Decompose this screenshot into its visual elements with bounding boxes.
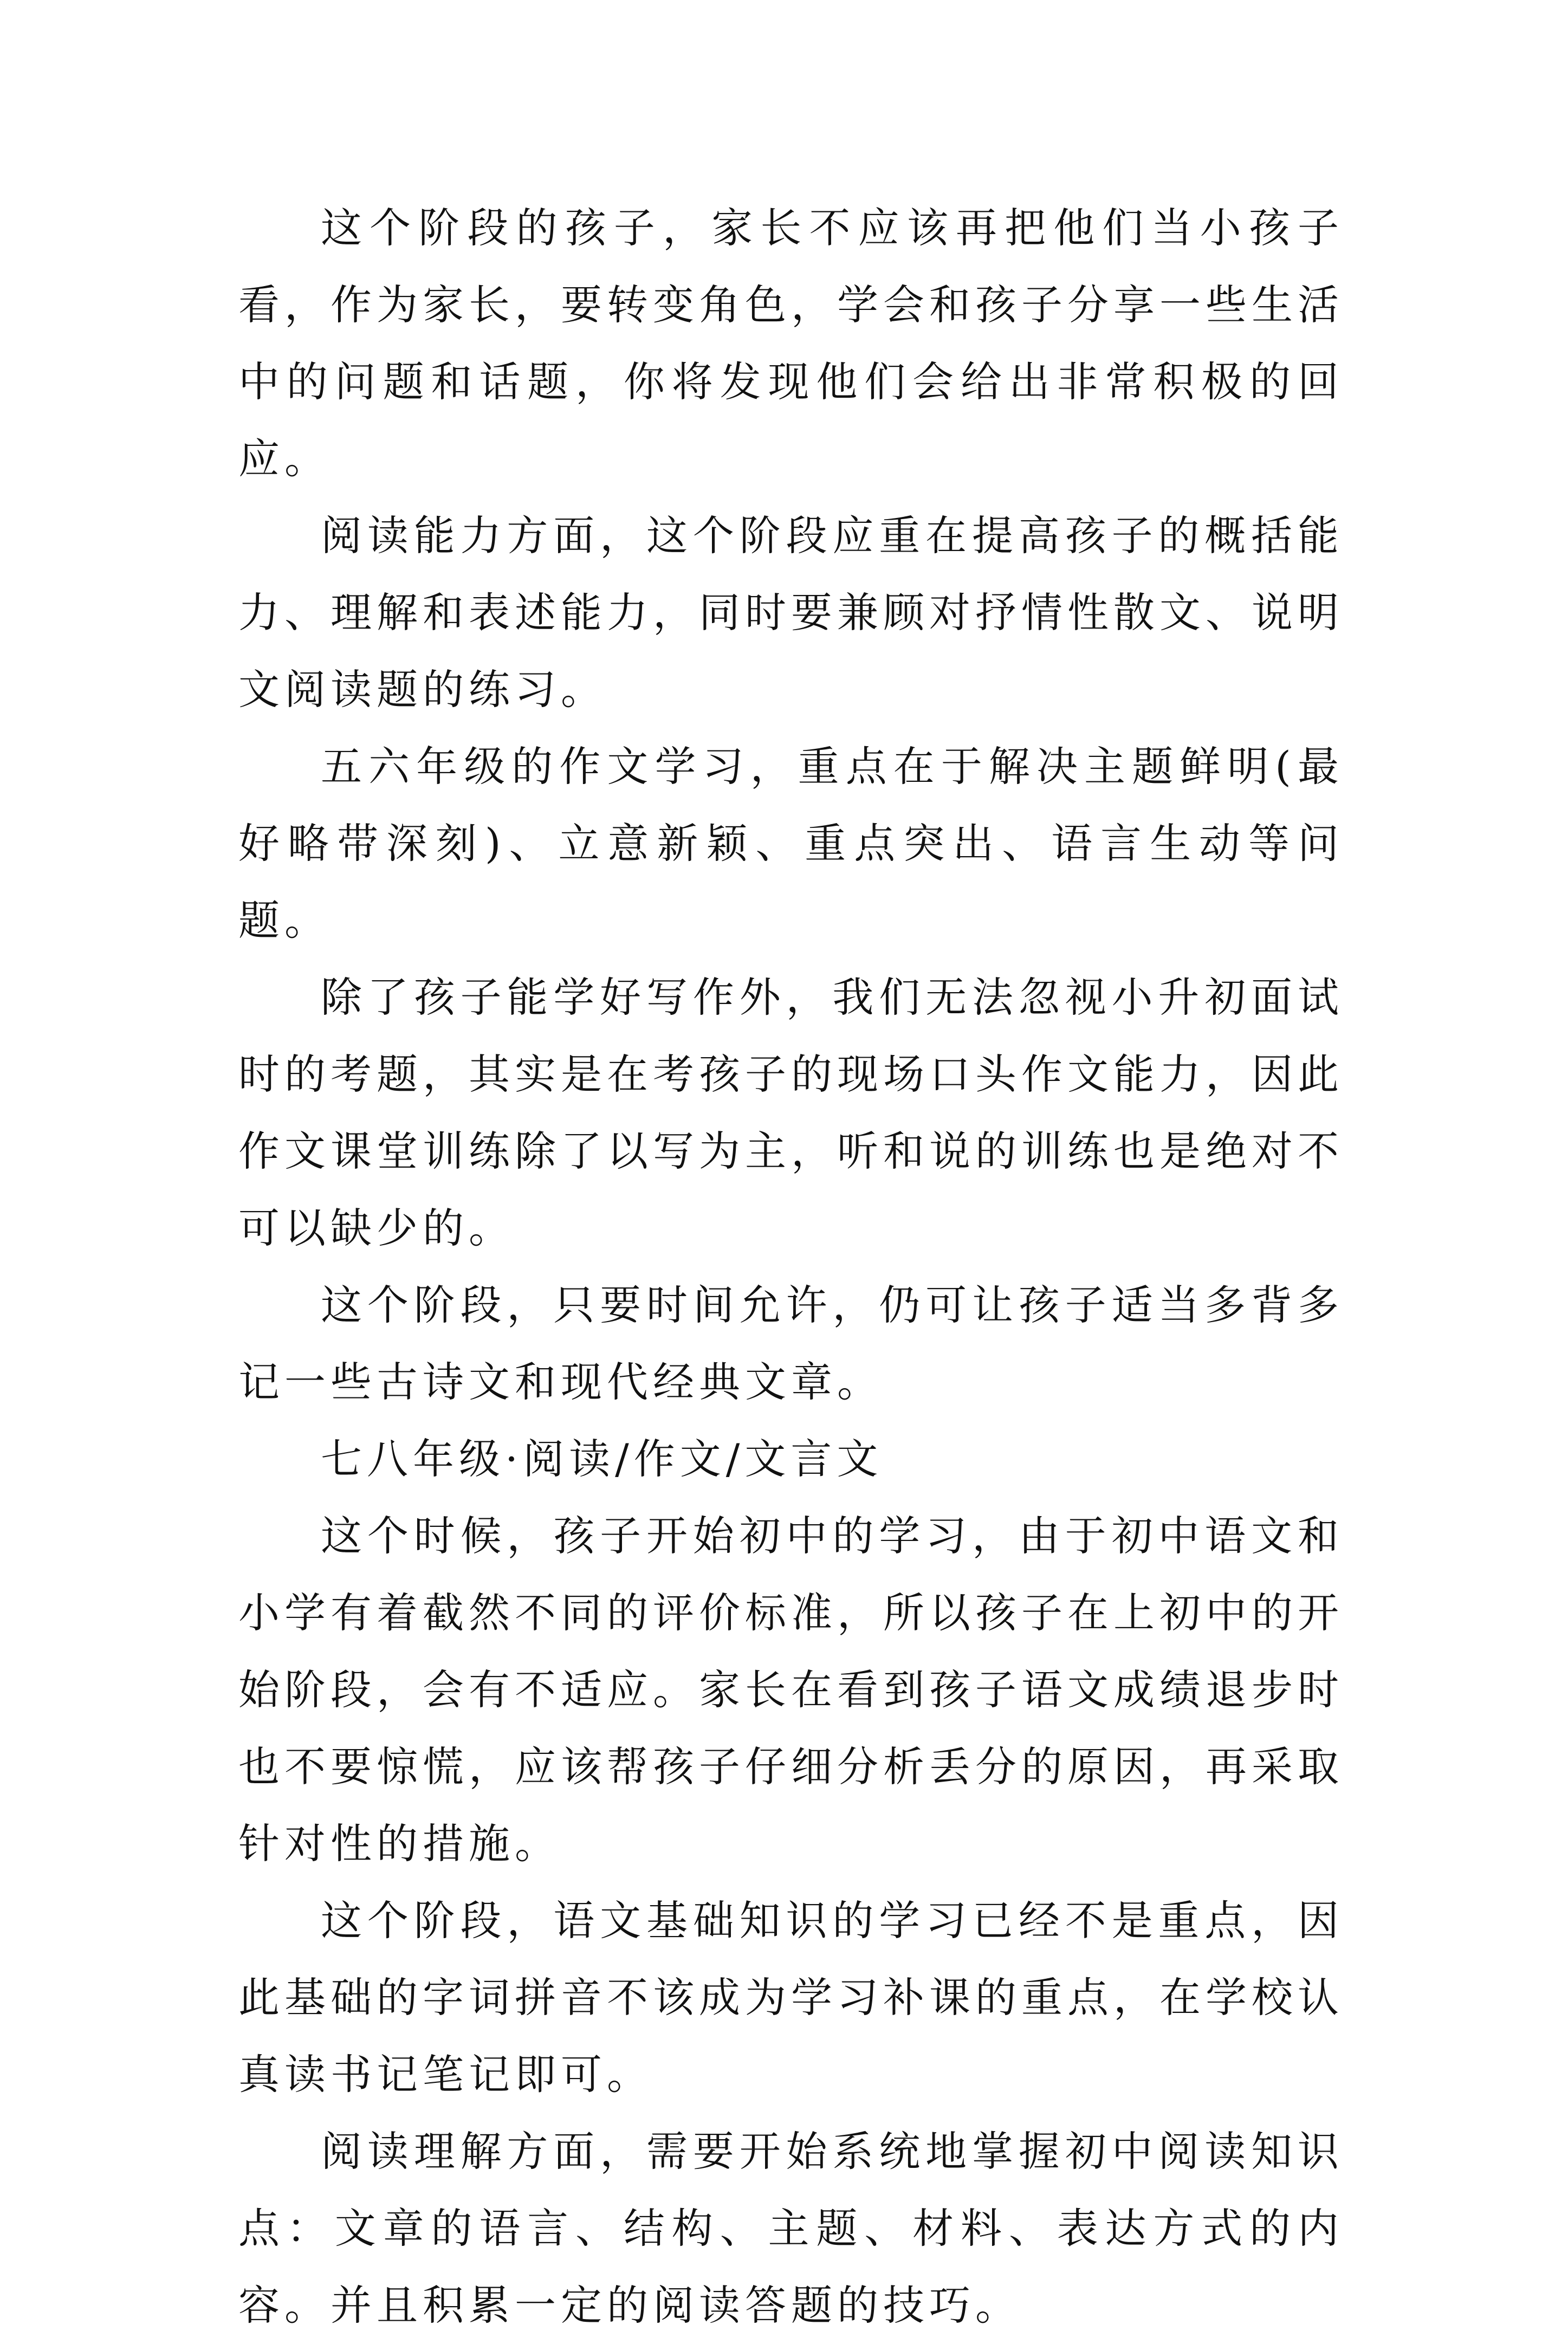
- paragraph: 这个时候，孩子开始初中的学习，由于初中语文和小学有着截然不同的评价标准，所以孩子在上初中的开始阶段，会有不适应。家长在看到孩子语文成绩退步时也不要惊慌，应该帮孩子仔细分析丢分的原因，再采取针对性的措施。: [238, 1512, 1344, 1868]
- paragraph: 这个阶段，只要时间允许，仍可让孩子适当多背多记一些古诗文和现代经典文章。: [238, 1281, 1344, 1406]
- paragraph: 阅读能力方面，这个阶段应重在提高孩子的概括能力、理解和表述能力，同时要兼顾对抒情性散文、说明文阅读题的练习。: [238, 511, 1344, 714]
- paragraph: 除了孩子能学好写作外，我们无法忽视小升初面试时的考题，其实是在考孩子的现场口头作文能力，因此作文课堂训练除了以写为主，听和说的训练也是绝对不可以缺少的。: [238, 973, 1344, 1252]
- paragraph: 五六年级的作文学习，重点在于解决主题鲜明(最好略带深刻)、立意新颖、重点突出、语言生动等问题。: [238, 742, 1344, 944]
- paragraph: 这个阶段的孩子，家长不应该再把他们当小孩子看，作为家长，要转变角色，学会和孩子分享一些生活中的问题和话题，你将发现他们会给出非常积极的回应。: [238, 204, 1344, 483]
- document-body: [238, 190, 1344, 2344]
- paragraph: 这个阶段，语文基础知识的学习已经不是重点，因此基础的字词拼音不该成为学习补课的重点，在学校认真读书记笔记即可。: [238, 1896, 1344, 2099]
- paragraph: 阅读理解方面，需要开始系统地掌握初中阅读知识点：文章的语言、结构、主题、材料、表达方式的内容。并且积累一定的阅读答题的技巧。: [238, 2127, 1344, 2329]
- section-heading: 七八年级·阅读/作文/文言文: [321, 1435, 883, 1483]
